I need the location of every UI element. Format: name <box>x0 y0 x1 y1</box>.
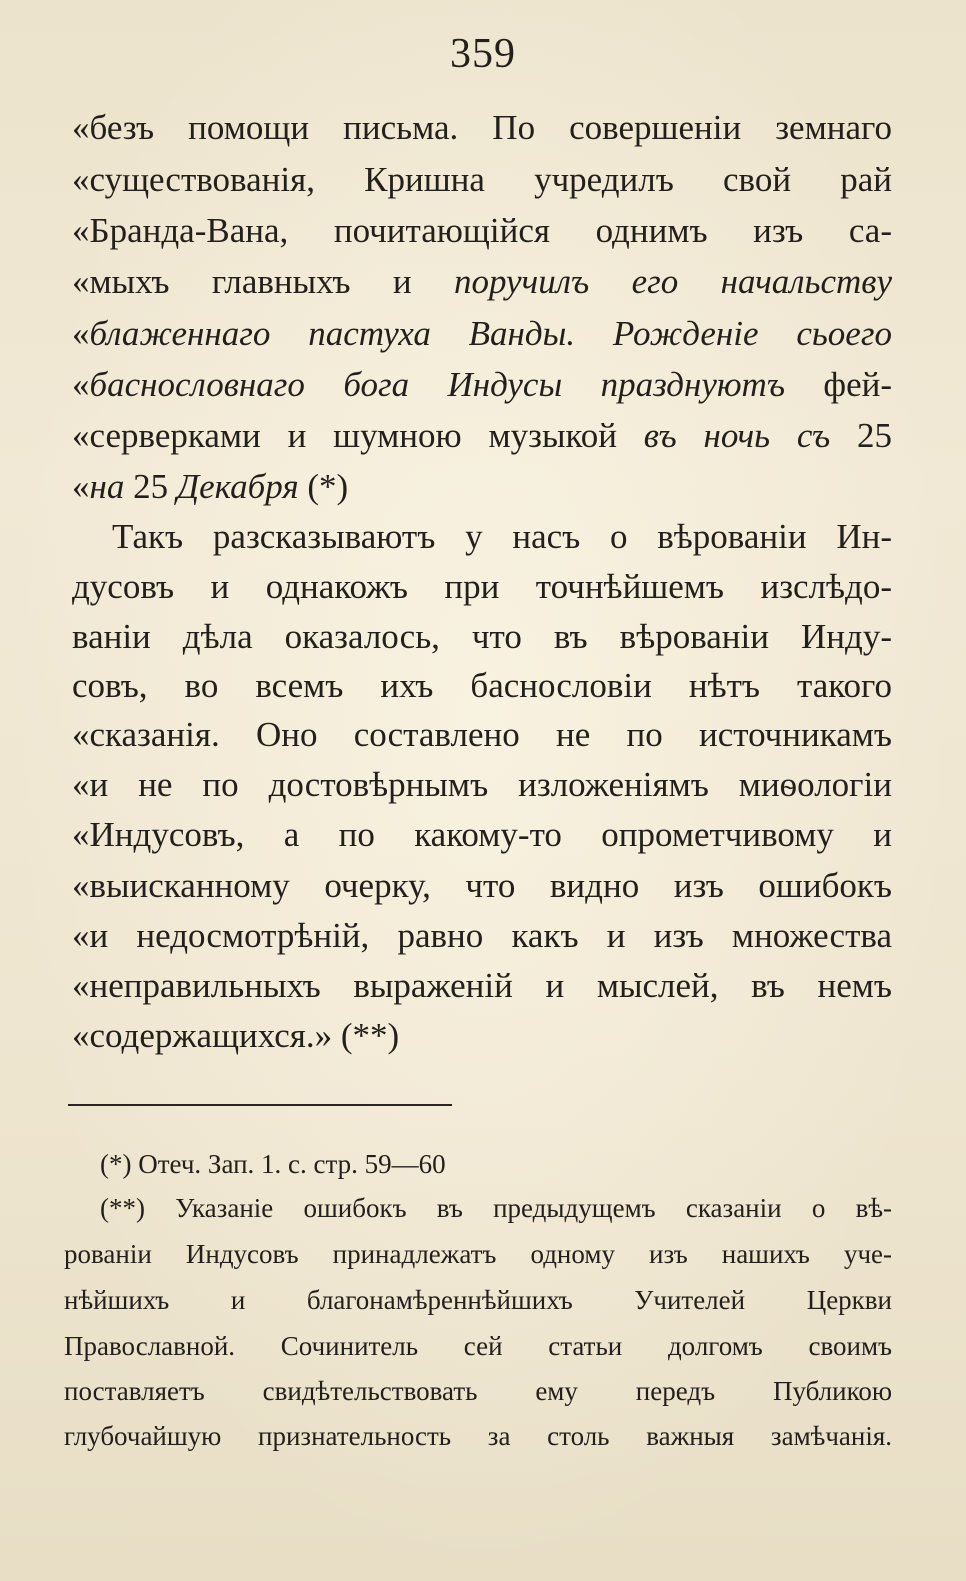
text-line: «мыхъ главныхъ и поручилъ его начальству <box>72 262 892 301</box>
text-line: совъ, во всемъ ихъ баснословіи нѣтъ такого <box>72 666 892 705</box>
page-number: 359 <box>450 31 516 77</box>
text-line: «неправильныхъ выраженій и мыслей, въ немъ <box>72 966 892 1005</box>
text-line: ваніи дѣла оказалось, что въ вѣрованіи Инду- <box>72 617 892 656</box>
text-line: «выисканному очерку, что видно изъ ошибокъ <box>72 866 892 905</box>
text-line: Такъ разсказываютъ у насъ о вѣрованіи Ин- <box>112 517 892 556</box>
text-line: «баснословнаго бога Индусы празднуютъ фей- <box>72 365 892 404</box>
footnote: поставляетъ свидѣтельствовать ему передъ Публикою <box>64 1376 892 1406</box>
text-line: дусовъ и однакожъ при точнѣйшемъ изслѣдо- <box>72 567 892 606</box>
footnote-divider <box>68 1104 452 1106</box>
text-line: «серверками и шумною музыкой въ ночь съ 25 <box>72 416 892 455</box>
text-line: «и недосмотрѣній, равно какъ и изъ множества <box>72 916 892 955</box>
text-line: «безъ помощи письма. По совершеніи земнаго <box>72 108 892 147</box>
footnote: (*) Отеч. Зап. 1. с. стр. 59—60 <box>100 1149 446 1179</box>
text-line: «Индусовъ, а по какому-то опрометчивому и <box>72 815 892 854</box>
text-line: «блаженнаго пастуха Ванды. Рожденіе сьоего <box>72 314 892 353</box>
footnote: глубочайшую признательность за столь важныя замѣчанія. <box>64 1421 892 1451</box>
footnote: нѣйшихъ и благонамѣреннѣйшихъ Учителей Церкви <box>64 1285 892 1315</box>
footnote: рованіи Индусовъ принадлежатъ одному изъ нашихъ уче- <box>64 1239 892 1269</box>
text-line: «содержащихся.» (**) <box>72 1016 400 1055</box>
footnote: Православной. Сочинитель сей статьи долгомъ своимъ <box>64 1331 892 1361</box>
text-line: «Бранда-Вана, почитающійся однимъ изъ са- <box>72 211 892 250</box>
text-line: «и не по достовѣрнымъ изложеніямъ миѳологіи <box>72 765 892 804</box>
text-line: «существованія, Кришна учредилъ свой рай <box>72 160 892 199</box>
text-line: «на 25 Декабря (*) <box>72 467 349 506</box>
footnote: (**) Указаніе ошибокъ въ предыдущемъ сказаніи о вѣ- <box>100 1193 892 1223</box>
text-line: «сказанія. Оно составлено не по источникамъ <box>72 715 892 754</box>
